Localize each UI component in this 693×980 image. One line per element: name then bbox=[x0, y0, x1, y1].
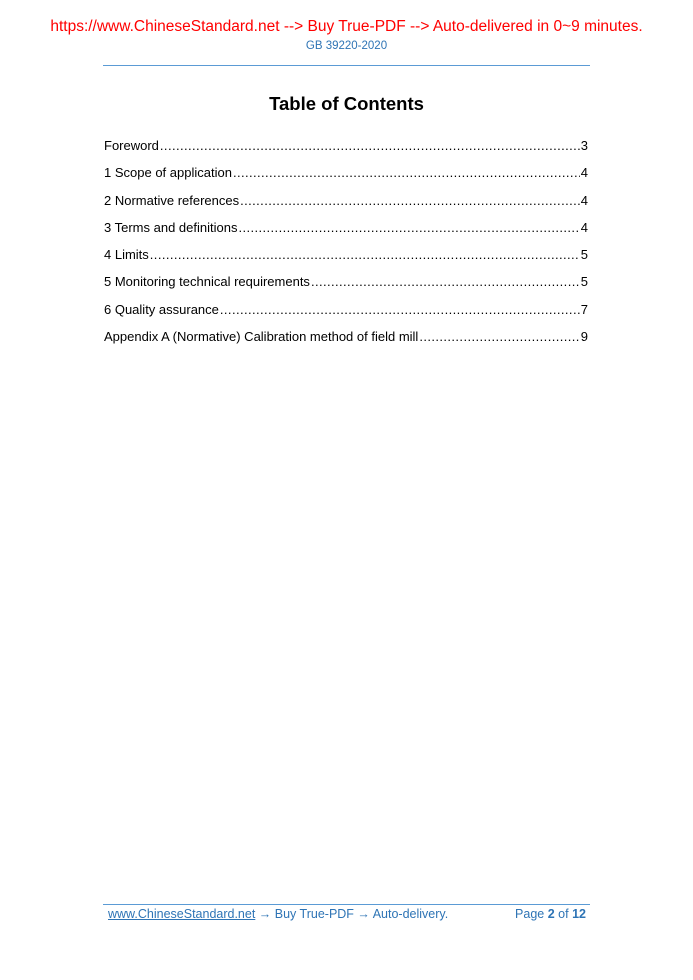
toc-entry-label: 3 Terms and definitions bbox=[104, 219, 238, 235]
toc-entry-page: 3 bbox=[580, 138, 588, 153]
toc-entry-page: 4 bbox=[580, 219, 588, 235]
toc-entry-terms[interactable] bbox=[104, 220, 588, 247]
toc-entry-monitoring[interactable] bbox=[104, 274, 588, 301]
toc-entry-page: 4 bbox=[580, 192, 588, 208]
toc-entry-label: Appendix A (Normative) Calibration method of field mill bbox=[104, 329, 419, 345]
dot-leader bbox=[160, 138, 580, 153]
dot-leader bbox=[240, 193, 580, 208]
total-pages-number: 12 bbox=[572, 907, 586, 921]
page-counter bbox=[515, 907, 586, 921]
promo-banner[interactable]: https://www.ChineseStandard.net --> Buy True-PDF --> Auto-delivered in 0~9 minutes. bbox=[50, 18, 643, 35]
dot-leader bbox=[238, 220, 579, 235]
toc-entry-label: 5 Monitoring technical requirements bbox=[104, 274, 310, 290]
current-page-number: 2 bbox=[547, 907, 555, 921]
footer-divider bbox=[103, 904, 590, 905]
toc-entry-normative-references[interactable] bbox=[104, 193, 588, 220]
toc-entry-scope[interactable] bbox=[104, 165, 588, 192]
toc-entry-quality-assurance[interactable] bbox=[104, 302, 588, 329]
toc-entry-page: 9 bbox=[580, 329, 588, 345]
toc-list bbox=[104, 138, 588, 356]
header-divider bbox=[103, 65, 590, 66]
toc-entry-appendix-a[interactable] bbox=[104, 329, 588, 356]
dot-leader bbox=[311, 274, 580, 289]
page-footer bbox=[108, 907, 586, 921]
page-word: Page bbox=[515, 907, 545, 921]
toc-entry-page: 5 bbox=[580, 274, 588, 290]
document-id: GB 39220-2020 bbox=[305, 40, 388, 52]
toc-entry-label: Foreword bbox=[104, 138, 159, 153]
dot-leader bbox=[419, 329, 579, 344]
toc-entry-page: 5 bbox=[580, 247, 588, 263]
page-of-word: of bbox=[558, 907, 569, 921]
toc-entry-foreword[interactable] bbox=[104, 138, 588, 165]
toc-entry-label: 1 Scope of application bbox=[104, 165, 232, 181]
dot-leader bbox=[233, 165, 580, 180]
footer-promo-text: → Buy True-PDF → Auto-delivery. bbox=[255, 907, 449, 921]
toc-entry-page: 7 bbox=[580, 301, 588, 317]
toc-entry-limits[interactable] bbox=[104, 247, 588, 274]
dot-leader bbox=[220, 302, 580, 317]
toc-entry-label: 4 Limits bbox=[104, 247, 149, 263]
footer-site-link[interactable]: www.ChineseStandard.net bbox=[108, 907, 256, 921]
page-title: Table of Contents bbox=[269, 93, 424, 114]
toc-entry-page: 4 bbox=[580, 165, 588, 181]
toc-entry-label: 6 Quality assurance bbox=[104, 301, 219, 317]
toc-entry-label: 2 Normative references bbox=[104, 192, 240, 208]
dot-leader bbox=[150, 247, 580, 262]
